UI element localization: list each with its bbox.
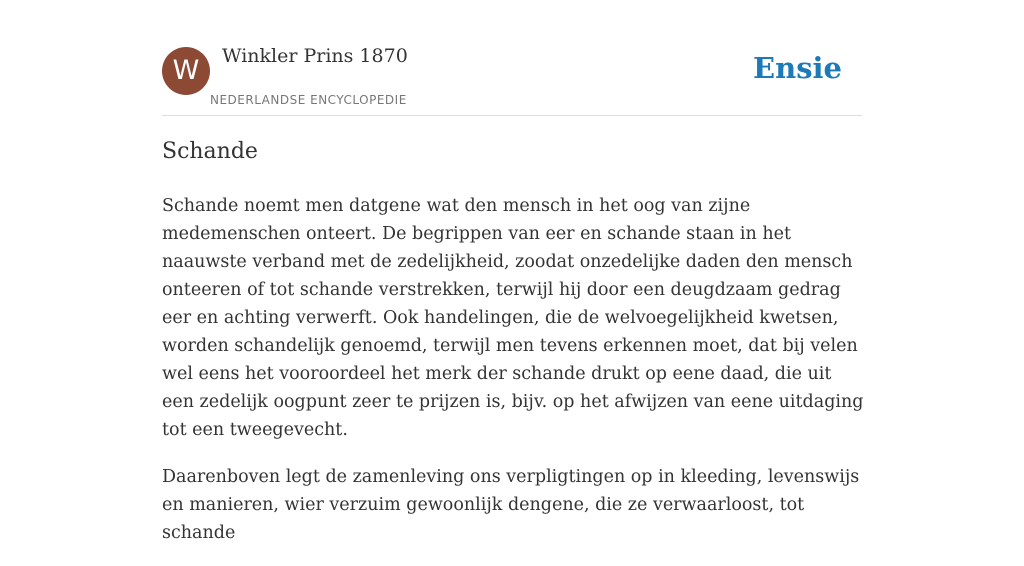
page-title: Schande — [162, 139, 258, 164]
article-paragraph: Schande noemt men datgene wat den mensch in het oog van zijne medemenschen onteert. De begrippen van eer en schande staan in het naauwste verband met de zedelijkheid, zoodat onzedelijke daden den mensch onteeren of tot schande verstrekken, terwijl hij door een deugdzaam gedrag eer en achting verwerft. Ook handelingen, die de welvoegelijkheid kwetsen, worden schandelijk genoemd, terwijl men tevens erkennen moet, dat bij velen wel eens het vooroordeel het merk der schande drukt op eene daad, die uit een zedelijk oogpunt zeer te prijzen is, bijv. op het afwijzen van eene uitdaging tot een tweegevecht. — [162, 196, 864, 440]
avatar[interactable]: W — [162, 47, 210, 95]
source-title[interactable]: Winkler Prins 1870 — [222, 45, 408, 67]
article-paragraph: Daarenboven legt de zamenleving ons verpligtingen op in kleeding, levenswijs en manieren, wier verzuim gewoonlijk dengene, die ze verwaarloost, tot schande — [162, 467, 860, 543]
page-container — [162, 0, 864, 543]
source-subtitle: NEDERLANDSE ENCYCLOPEDIE — [210, 93, 407, 107]
brand-logo[interactable]: Ensie — [753, 51, 842, 85]
article-body — [162, 192, 864, 566]
header — [162, 0, 862, 116]
